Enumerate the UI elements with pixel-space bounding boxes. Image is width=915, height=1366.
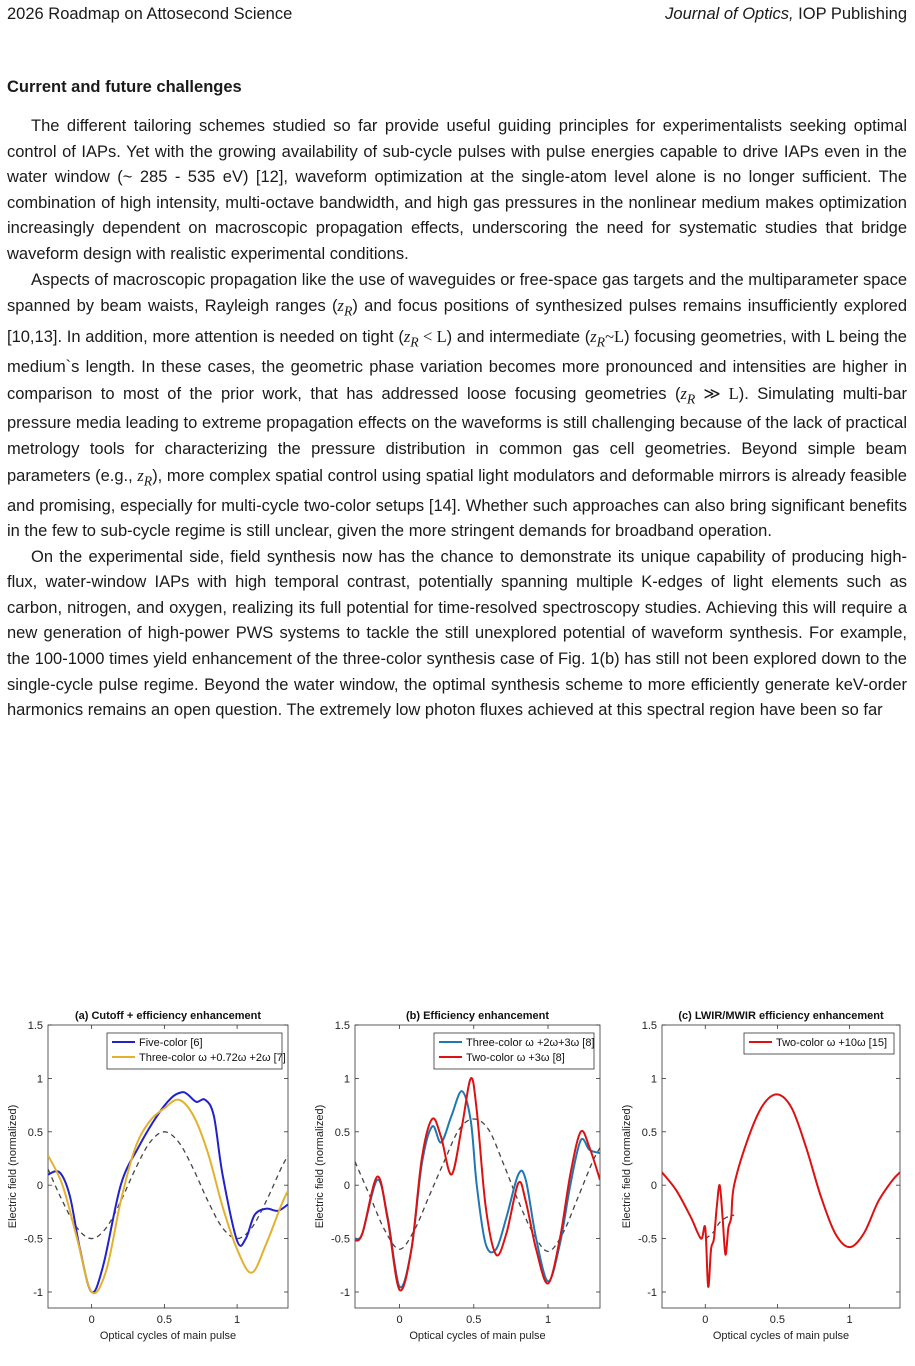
y-tick-label: -1: [340, 1286, 350, 1299]
paragraph-3: On the experimental side, field synthesis now has the chance to demonstrate its unique capability of producing high-flux, water-window IAPs with high temporal contrast, potentially spanning multiple K-edges of light elements such as carbon, nitrogen, and oxygen, realizing its full potential for time-resolved spectroscopy studies. Achieving this will require a new generation of high-power PWS systems to tackle the still unexplored potential of waveform synthesis. For example, the 100-1000 times yield enhancement of the three-color synthesis case of Fig. 1(b) has still not been explored down to the single-cycle pulse regime. Beyond the water window, the optimal synthesis scheme to more efficiently generate keV-order harmonics remains an open question. The extremely low photon fluxes achieved at this spectral region have been so far: [7, 547, 907, 720]
series-line: [48, 1100, 288, 1294]
legend-entry: Three-color ω +0.72ω +2ω [7]: [139, 1052, 286, 1064]
journal-name: Journal of Optics, IOP Publishing: [665, 5, 907, 23]
y-tick-label: 0: [343, 1180, 350, 1193]
body-text: [7, 114, 907, 724]
y-tick-label: 1: [343, 1073, 350, 1086]
panel-title: (c) LWIR/MWIR efficiency enhancement: [678, 1010, 884, 1022]
y-axis-label: Electric field (normalized): [621, 1104, 633, 1229]
figure-1: [0, 1003, 915, 1358]
x-tick-label: 0: [396, 1314, 403, 1326]
legend-entry: Two-color ω +3ω [8]: [466, 1052, 565, 1064]
x-tick-label: 1: [234, 1314, 241, 1326]
y-axis-label: Electric field (normalized): [314, 1104, 326, 1229]
x-tick-label: 0: [702, 1314, 709, 1326]
y-tick-label: 1.5: [641, 1020, 657, 1032]
panel-title: (a) Cutoff + efficiency enhancement: [74, 1010, 262, 1022]
section-title: Current and future challenges: [7, 78, 242, 96]
legend-entry: Two-color ω +10ω [15]: [776, 1037, 888, 1049]
y-tick-label: 0.5: [334, 1126, 350, 1139]
y-tick-label: 1.5: [27, 1020, 43, 1032]
reference-pulse-line: [705, 1215, 734, 1238]
legend-entry: Three-color ω +2ω+3ω [8]: [466, 1037, 595, 1049]
paragraph-1: The different tailoring schemes studied so far provide useful guiding principles for experimentalists seeking optimal control of IAPs. Yet with the growing availability of sub-cycle pulses with pulse energies capable to drive IAPs even in the water window (~ 285 - 535 eV) [12], waveform optimization at the single-atom level alone is no longer sufficient. The combination of high intensity, multi-octave bandwidth, and high gas pressures in the nonlinear medium makes optimization increasingly dependent on macroscopic propagation effects, underscoring the need for systematic studies that bridge waveform design with realistic experimental conditions.: [7, 117, 907, 263]
y-tick-label: 1.5: [334, 1020, 350, 1032]
running-title: 2026 Roadmap on Attosecond Science: [7, 5, 293, 23]
axes-frame: [662, 1025, 900, 1308]
series-line: [48, 1092, 288, 1292]
y-tick-label: 1: [36, 1073, 43, 1086]
y-tick-label: -0.5: [24, 1233, 43, 1246]
x-tick-label: 0.5: [769, 1314, 786, 1326]
y-tick-label: -0.5: [638, 1233, 657, 1246]
page-header: [7, 5, 907, 27]
y-tick-label: -1: [33, 1286, 43, 1299]
x-axis-label: Optical cycles of main pulse: [712, 1330, 850, 1342]
y-tick-label: 0: [650, 1180, 657, 1193]
y-tick-label: 1: [650, 1073, 657, 1086]
y-axis-label: Electric field (normalized): [7, 1104, 19, 1229]
legend-entry: Five-color [6]: [139, 1037, 203, 1049]
x-axis-label: Optical cycles of main pulse: [99, 1330, 237, 1342]
y-tick-label: 0.5: [641, 1126, 657, 1139]
x-tick-label: 0: [88, 1314, 95, 1326]
x-tick-label: 0.5: [466, 1314, 482, 1326]
x-tick-label: 1: [544, 1314, 552, 1326]
figure-svg: [0, 1003, 915, 1358]
x-tick-label: 0.5: [156, 1314, 173, 1326]
y-tick-label: -0.5: [331, 1233, 350, 1246]
x-tick-label: 1: [846, 1314, 853, 1326]
y-tick-label: 0.5: [27, 1126, 43, 1139]
y-tick-label: 0: [36, 1180, 43, 1193]
x-axis-label: Optical cycles of main pulse: [409, 1330, 546, 1342]
y-tick-label: -1: [647, 1286, 657, 1299]
paragraph-2: Aspects of macroscopic propagation like the use of waveguides or free-space gas targets and the multiparameter space spanned by beam waists, Rayleigh ranges $(z_R)$ and focus positions of synthesized pulses remains insufficiently explored [10,13]. In addition, more attention is needed on tight $(z_R < L)$ and intermediate $(z_R\sim L)$ focusing geometries, with L being the medium`s length. In these cases, the geometric phase variation becomes more pronounced and intensities are higher in comparison to most of the prior work, that has addressed loose focusing geometries ($z_R$ ≫ L). Simulating multi-bar pressure media leading to extreme propagation effects on the waveforms is still challenging because of the lack of practical metrology tools for characterizing the pressure distribution in common gas cell geometries. Beyond simple beam parameters (e.g., $z_R$), more complex spatial control using spatial light modulators and deformable mirrors is already feasible and promising, especially for multi-cycle two-color setups [14]. Whether such approaches can also bring significant benefits in the few to sub-cycle regime is still unclear, given the more stringent demands for broadband operation.: [7, 270, 907, 541]
series-line: [662, 1094, 900, 1287]
panel-title: (b) Efficiency enhancement: [405, 1010, 550, 1022]
